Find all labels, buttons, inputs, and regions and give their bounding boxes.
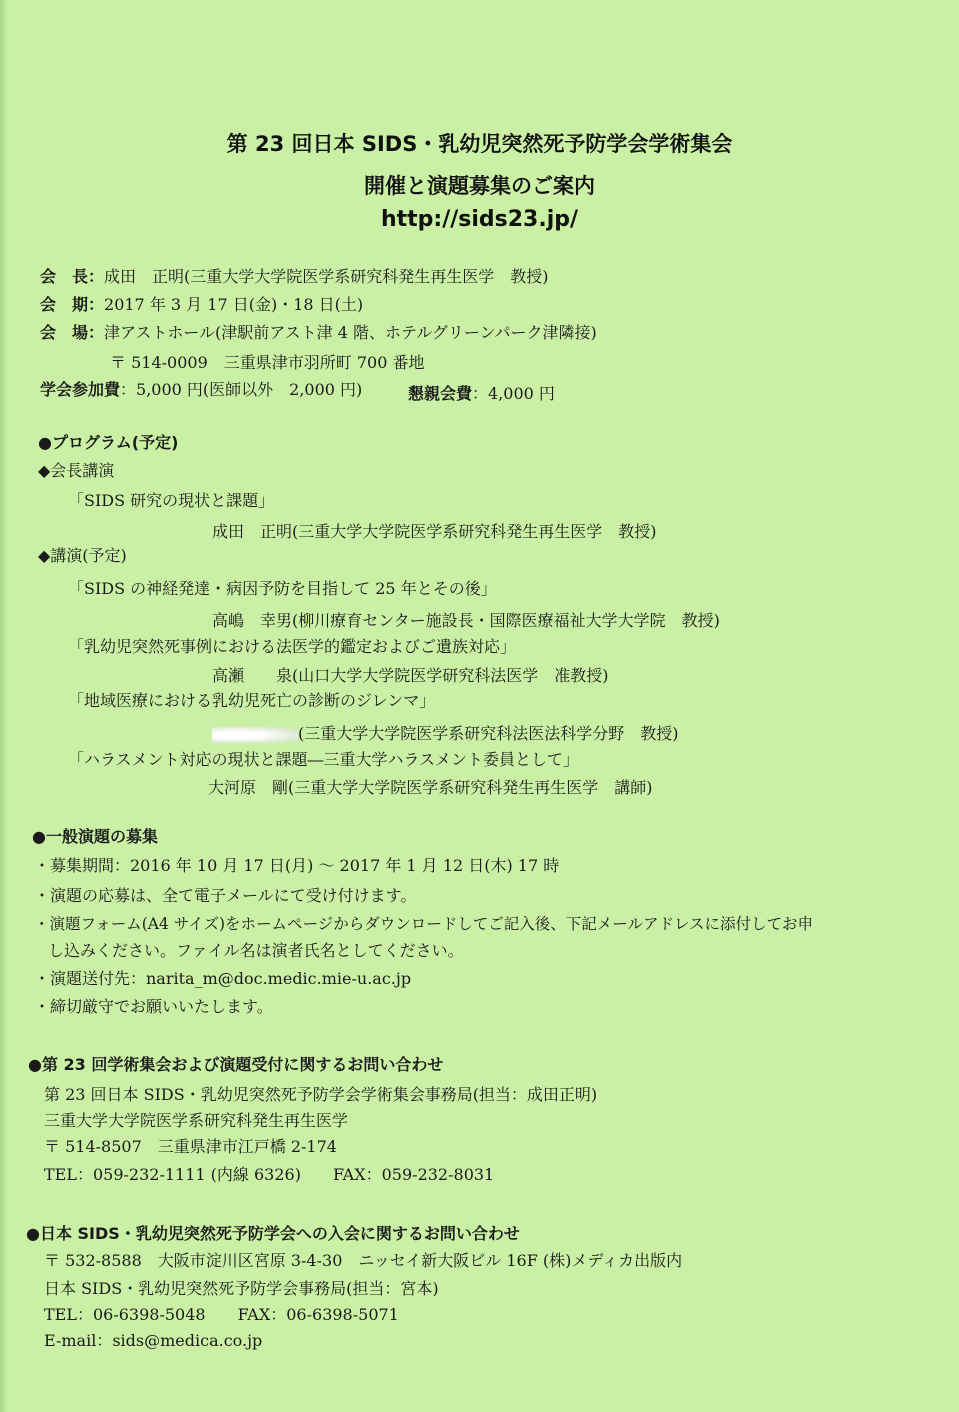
contact2-phone: TEL：06-6398-5048 FAX：06-6398-5071 xyxy=(44,1305,399,1324)
lecture-title: 「乳幼児突然死事例における法医学的鑑定およびご遺族対応」 xyxy=(68,637,517,656)
party-fee-value: ：4,000 円 xyxy=(472,384,555,403)
contact1-line: 三重大学大学院医学系研究科発生再生医学 xyxy=(44,1111,349,1130)
period-label: 会 期： xyxy=(40,295,105,314)
contact1-phone: TEL：059-232-1111 (内線 6326) FAX：059-232-8031 xyxy=(44,1165,495,1184)
program-heading: ●プログラム(予定) xyxy=(38,433,179,452)
fee-row xyxy=(40,379,362,401)
call-item: ・締切厳守でお願いいたします。 xyxy=(34,997,273,1016)
keynote-title: 「SIDS 研究の現状と課題」 xyxy=(68,491,275,510)
keynote-heading: ◆会長講演 xyxy=(38,461,115,480)
venue-label: 会 場： xyxy=(40,323,105,342)
venue-row xyxy=(40,322,597,344)
lecture-speaker-row xyxy=(212,723,679,745)
president-row xyxy=(40,266,549,288)
period-row xyxy=(40,294,363,316)
president-label: 会 長： xyxy=(40,267,105,286)
lecture-title: 「ハラスメント対応の現状と課題―三重大学ハラスメント委員として」 xyxy=(68,750,580,769)
notice-subtitle: 開催と演題募集のご案内 xyxy=(364,174,595,198)
lecture-title: 「SIDS の神経発達・病因予防を目指して 25 年とその後」 xyxy=(68,579,497,598)
call-item: ・募集期間：2016 年 10 月 17 日(月) ～ 2017 年 1 月 12 日(木) 17 時 xyxy=(34,856,560,875)
redacted-name xyxy=(212,727,298,743)
venue-address: 〒 514-0009 三重県津市羽所町 700 番地 xyxy=(110,353,425,372)
contact2-email[interactable]: E-mail：sids@medica.co.jp xyxy=(44,1331,263,1350)
notice-title: 第 23 回日本 SIDS・乳幼児突然死予防学会学術集会 xyxy=(226,132,733,156)
contact1-line: 〒 514-8507 三重県津市江戸橋 2-174 xyxy=(44,1137,337,1156)
submission-email[interactable]: ・演題送付先：narita_m@doc.medic.mie-u.ac.jp xyxy=(34,969,412,988)
lecture-speaker: (三重大学大学院医学系研究科法医法科学分野 教授) xyxy=(298,724,679,743)
call-item: ・演題フォーム(A4 サイズ)をホームページからダウンロードしてご記入後、下記メールアドレスに添付してお申 xyxy=(34,915,813,933)
fee-label: 学会参加費 xyxy=(40,380,121,399)
contact1-line: 第 23 回日本 SIDS・乳幼児突然死予防学会学術集会事務局(担当：成田正明) xyxy=(44,1085,598,1104)
fee-value: ：5,000 円(医師以外 2,000 円) xyxy=(120,380,363,399)
lecture-speaker: 高嶋 幸男(柳川療育センター施設長・国際医療福祉大学大学院 教授) xyxy=(212,611,720,630)
keynote-speaker: 成田 正明(三重大学大学院医学系研究科発生再生医学 教授) xyxy=(212,522,657,541)
contact1-heading: ●第 23 回学術集会および演題受付に関するお問い合わせ xyxy=(28,1055,444,1074)
call-item: し込みください。ファイル名は演者氏名としてください。 xyxy=(48,941,464,960)
lecture-speaker: 高瀬 泉(山口大学大学院医学研究科法医学 准教授) xyxy=(212,666,609,685)
contact2-heading: ●日本 SIDS・乳幼児突然死予防学会への入会に関するお問い合わせ xyxy=(26,1224,520,1243)
lecture-title: 「地域医療における乳幼児死亡の診断のジレンマ」 xyxy=(68,691,436,710)
venue-value: 津アストホール(津駅前アスト津 4 階、ホテルグリーンパーク津隣接) xyxy=(104,323,597,342)
lecture-speaker: 大河原 剛(三重大学大学院医学系研究科発生再生医学 講師) xyxy=(208,778,653,797)
party-fee-row xyxy=(408,383,555,405)
conference-url[interactable]: http://sids23.jp/ xyxy=(380,207,579,232)
president-value: 成田 正明(三重大学大学院医学系研究科発生再生医学 教授) xyxy=(104,267,549,286)
call-item: ・演題の応募は、全て電子メールにて受け付けます。 xyxy=(34,886,417,905)
contact2-line: 〒 532-8588 大阪市淀川区宮原 3-4-30 ニッセイ新大阪ビル 16F (株)メディカ出版内 xyxy=(44,1251,683,1270)
party-fee-label: 懇親会費 xyxy=(408,384,473,403)
period-value: 2017 年 3 月 17 日(金)・18 日(土) xyxy=(104,295,364,314)
call-heading: ●一般演題の募集 xyxy=(32,827,158,846)
contact2-line: 日本 SIDS・乳幼児突然死予防学会事務局(担当：宮本) xyxy=(44,1279,439,1298)
lectures-heading: ◆講演(予定) xyxy=(38,546,127,565)
